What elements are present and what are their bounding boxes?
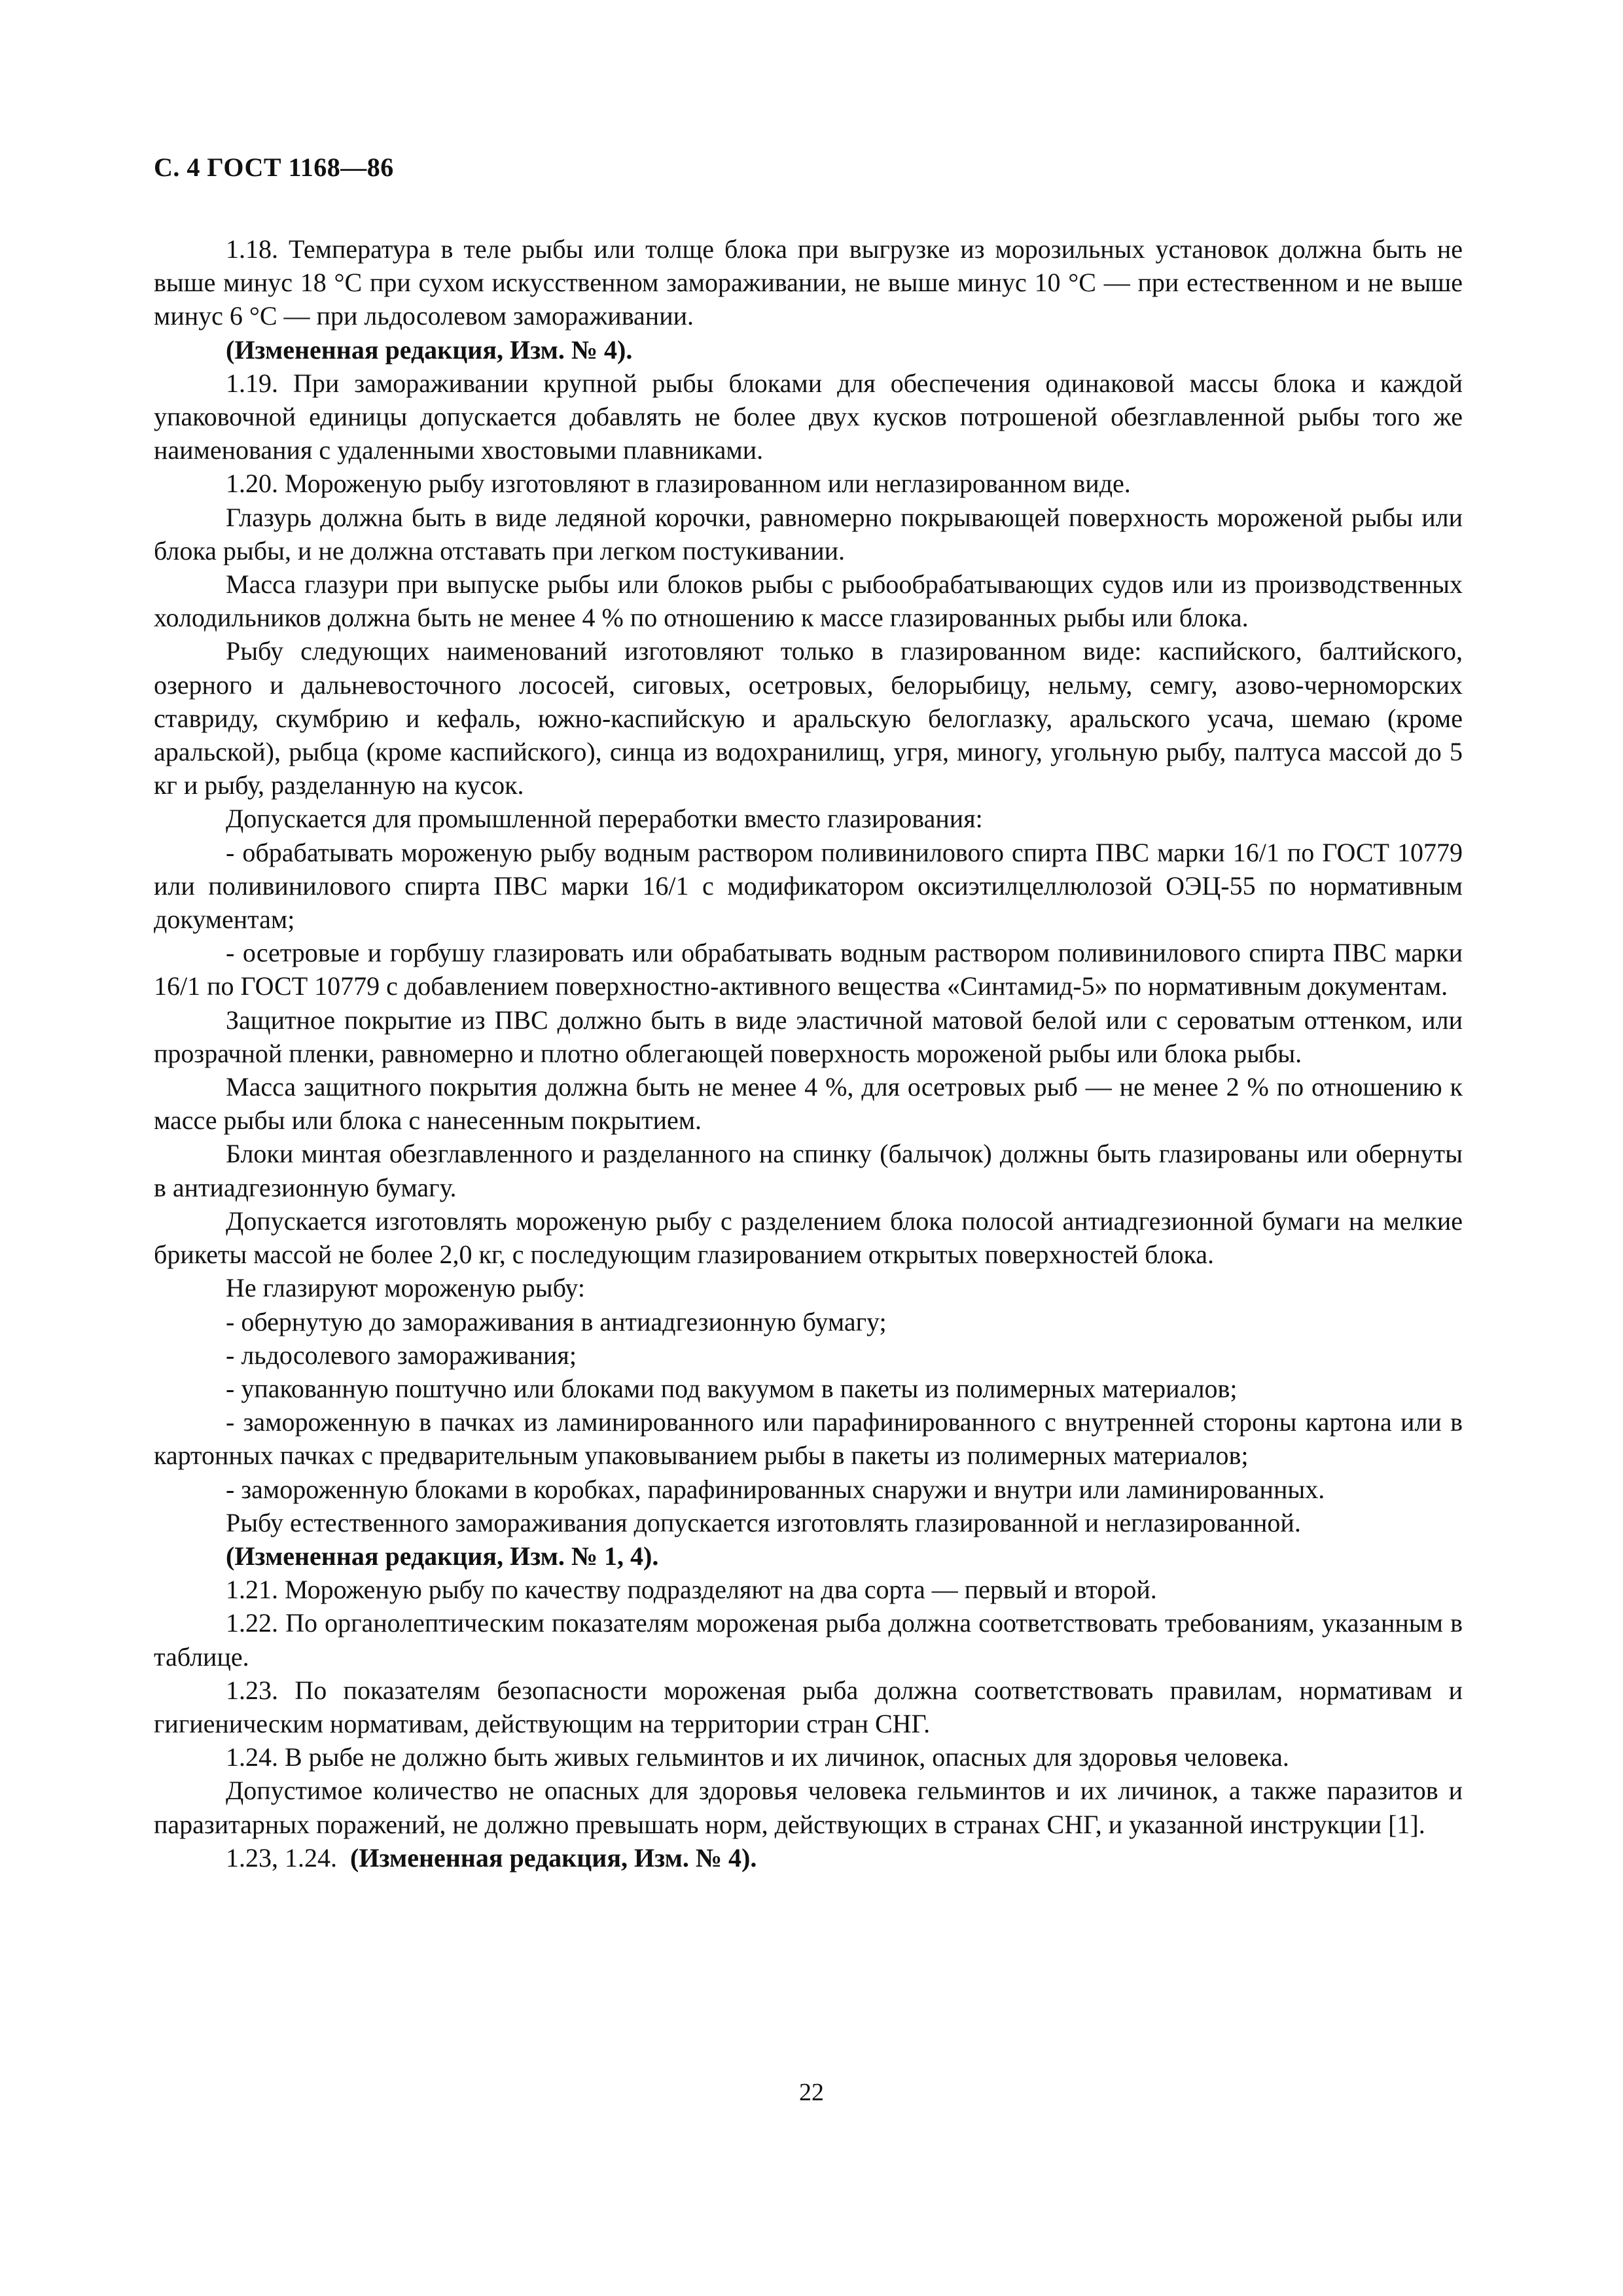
- paragraph: Допустимое количество не опасных для здоровья человека гельминтов и их личинок, а также паразитов и паразитарных поражений, не должно превышать норм, действующих в странах СНГ, и указанной инструкции [1].: [154, 1776, 1463, 1839]
- paragraph: Не глазируют мороженую рыбу:: [226, 1273, 586, 1303]
- paragraph: Допускается для промышленной переработки вместо глазирования:: [226, 804, 983, 834]
- list-item: - осетровые и горбушу глазировать или обрабатывать водным раствором поливинилового спирта ПВС марки 16/1 по ГОСТ 10779 с добавлением поверхностно-активного вещества «Синтамид-5» по нормативным документам.: [154, 938, 1463, 1001]
- amendment-note: (Измененная редакция, Изм. № 1, 4).: [226, 1541, 659, 1571]
- paragraph: Блоки минтая обезглавленного и разделанного на спинку (балычок) должны быть глазированы или обернуты в антиадгезионную бумагу.: [154, 1139, 1463, 1202]
- list-item: - замороженную в пачках из ламинированного или парафинированного с внутренней стороны картона или в картонных пачках с предварительным упаковыванием рыбы в пакеты из полимерных материалов;: [154, 1407, 1463, 1471]
- amendment-note: (Измененная редакция, Изм. № 4).: [226, 334, 633, 365]
- clause-reference: 1.23, 1.24.: [226, 1842, 337, 1873]
- paragraph: 1.19. При замораживании крупной рыбы блоками для обеспечения одинаковой массы блока и каждой упаковочной единицы допускается добавлять не более двух кусков потрошеной обезглавленной рыбы того же наименования с удаленными хвостовыми плавниками.: [154, 368, 1463, 465]
- page-number: 22: [799, 2079, 824, 2106]
- paragraph: Масса защитного покрытия должна быть не менее 4 %, для осетровых рыб — не менее 2 % по отношению к массе рыбы или блока с нанесенным покрытием.: [154, 1072, 1463, 1136]
- paragraph: 1.24. В рыбе не должно быть живых гельминтов и их личинок, опасных для здоровья человека.: [226, 1742, 1289, 1772]
- paragraph: Глазурь должна быть в виде ледяной корочки, равномерно покрывающей поверхность мороженой рыбы или блока рыбы, и не должна отставать при легком постукивании.: [154, 502, 1463, 565]
- amendment-line: [154, 1841, 1463, 1874]
- list-item: - замороженную блоками в коробках, парафинированных снаружи и внутри или ламинированных.: [226, 1474, 1325, 1504]
- paragraph: Допускается изготовлять мороженую рыбу с разделением блока полосой антиадгезионной бумаги на мелкие брикеты массой не более 2,0 кг, с последующим глазированием открытых поверхностей блока.: [154, 1206, 1463, 1270]
- list-item: - льдосолевого замораживания;: [226, 1340, 577, 1370]
- paragraph: 1.20. Мороженую рыбу изготовляют в глазированном или неглазированном виде.: [226, 469, 1131, 499]
- paragraph: Масса глазури при выпуске рыбы или блоков рыбы с рыбообрабатывающих судов или из производственных холодильников должна быть не менее 4 % по отношению к массе глазированных рыбы или блока.: [154, 569, 1463, 633]
- page-header: С. 4 ГОСТ 1168—86: [154, 152, 394, 182]
- paragraph: 1.22. По органолептическим показателям мороженая рыба должна соответствовать требованиям, указанным в таблице.: [154, 1608, 1463, 1672]
- paragraph: 1.23. По показателям безопасности мороженая рыба должна соответствовать правилам, нормативам и гигиеническим нормативам, действующим на территории стран СНГ.: [154, 1675, 1463, 1738]
- paragraph: Рыбу следующих наименований изготовляют только в глазированном виде: каспийского, балтийского, озерного и дальневосточного лососей, сиговых, осетровых, белорыбицу, нельму, семгу, азово-черноморских ставриду, скумбрию и кефаль, южно-каспийскую и аральскую белоглазку, аральского усача, шемаю (кроме аральской), рыбца (кроме каспийского), синца из водохранилищ, угря, миногу, угольную рыбу, палтуса массой до 5 кг и рыбу, разделанную на кусок.: [154, 636, 1463, 800]
- list-item: - упакованную поштучно или блоками под вакуумом в пакеты из полимерных материалов;: [226, 1373, 1238, 1403]
- paragraph: Рыбу естественного замораживания допускается изготовлять глазированной и неглазированной.: [226, 1507, 1301, 1537]
- document-body: [154, 232, 1463, 1874]
- list-item: - обернутую до замораживания в антиадгезионную бумагу;: [226, 1306, 887, 1336]
- paragraph: Защитное покрытие из ПВС должно быть в виде эластичной матовой белой или с сероватым оттенком, или прозрачной пленки, равномерно и плотно облегающей поверхность мороженой рыбы или блока рыбы.: [154, 1005, 1463, 1068]
- paragraph: 1.18. Температура в теле рыбы или толще блока при выгрузке из морозильных установок должна быть не выше минус 18 °С при сухом искусственном замораживании, не выше минус 10 °С — при естественном и не выше минус 6 °С — при льдосолевом замораживании.: [154, 234, 1463, 331]
- paragraph: 1.21. Мороженую рыбу по качеству подразделяют на два сорта — первый и второй.: [226, 1575, 1157, 1605]
- list-item: - обрабатывать мороженую рыбу водным раствором поливинилового спирта ПВС марки 16/1 по ГОСТ 10779 или поливинилового спирта ПВС марки 16/1 с модификатором оксиэтилцеллюлозой ОЭЦ-55 по нормативным документам;: [154, 837, 1463, 935]
- amendment-note: (Измененная редакция, Изм. № 4).: [350, 1842, 757, 1873]
